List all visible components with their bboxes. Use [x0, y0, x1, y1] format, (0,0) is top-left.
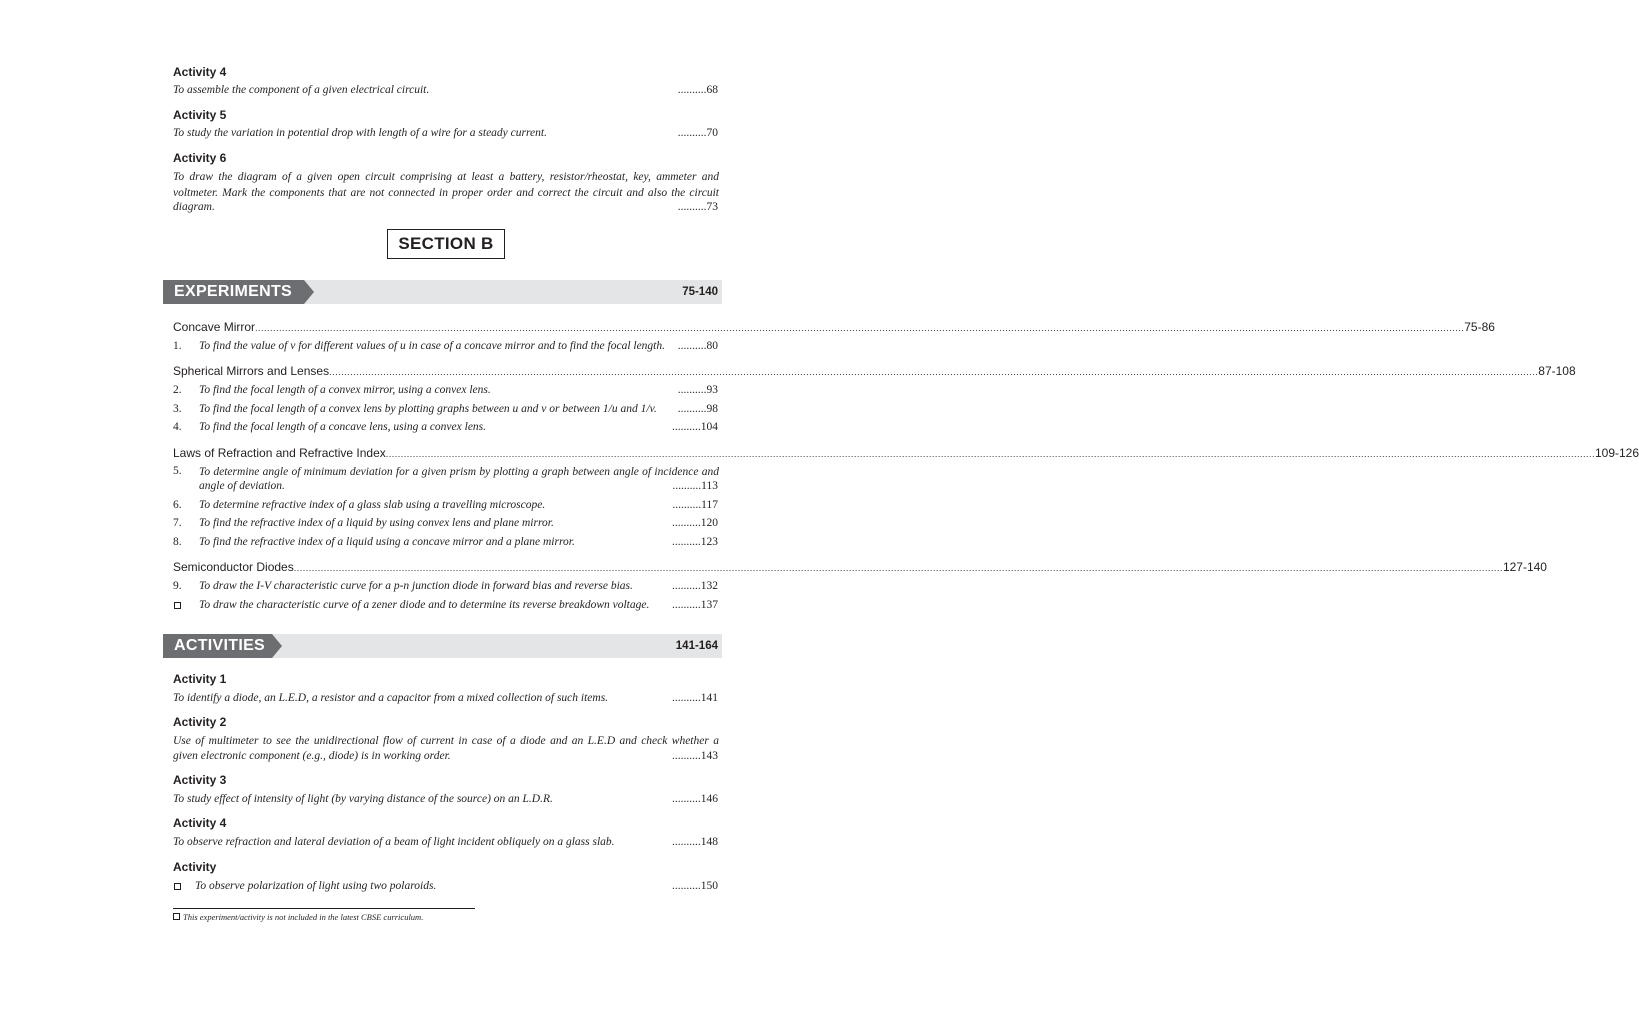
experiment-item-line: To determine angle of minimum deviation for a given prism by plotting a graph between angle of incidence and [199, 466, 719, 478]
excluded-marker-icon [174, 602, 181, 609]
page-number: ..........137 [672, 599, 718, 611]
banner-label: ACTIVITIES [163, 634, 272, 658]
activity-description: To study effect of intensity of light (by varying distance of the source) on an L.D.R. [173, 793, 553, 805]
banner-label: EXPERIMENTS [163, 280, 304, 304]
activity-title: Activity 4 [173, 816, 227, 830]
activity-description-line: voltmeter. Mark the components that are not connected in proper order and correct the circuit and also the circuit [173, 186, 719, 199]
page-number: ..........117 [672, 499, 718, 511]
footnote-rule [173, 908, 475, 909]
activity-description: To observe polarization of light using two polaroids. [195, 880, 437, 892]
activity-title: Activity 3 [173, 773, 227, 787]
experiment-item: To find the focal length of a convex lens by plotting graphs between u and v or between 1/u and 1/v. [199, 403, 657, 415]
group-heading: Spherical Mirrors and Lenses ................................................................................................................................................................................................................................................................................................................................................................................................................... 87-108 [173, 364, 1576, 378]
experiment-item: To find the refractive index of a liquid by using convex lens and plane mirror. [199, 517, 554, 529]
page-number: ..........98 [677, 403, 718, 415]
page-number: ..........123 [672, 536, 718, 548]
page-number: ..........150 [672, 880, 718, 892]
activity-description-line: diagram. [173, 201, 215, 213]
activity-description: To study the variation in potential drop with length of a wire for a steady current. [173, 127, 547, 139]
activity-title: Activity 1 [173, 672, 227, 686]
section-heading: SECTION B [387, 229, 505, 259]
page-number: ..........113 [672, 480, 718, 492]
experiment-item: To find the value of v for different values of u in case of a concave mirror and to find the focal length. [199, 340, 666, 352]
banner-arrow [304, 280, 314, 304]
page-number: ..........80 [677, 340, 718, 352]
item-number: 4. [173, 421, 182, 433]
experiments-banner [163, 280, 722, 304]
banner-page-range: 141-164 [675, 640, 718, 652]
experiment-item: To find the focal length of a convex mirror, using a convex lens. [199, 384, 491, 396]
group-heading: Laws of Refraction and Refractive Index ................................................................................................................................................................................................................................................................................................................................................................................................................... 109-126 [173, 446, 1639, 460]
activity-title: Activity 4 [173, 65, 227, 79]
item-number: 2. [173, 384, 182, 396]
activities-banner [163, 634, 722, 658]
activity-description: To observe refraction and lateral deviation of a beam of light incident obliquely on a glass slab. [173, 836, 615, 848]
group-heading: Semiconductor Diodes ................................................................................................................................................................................................................................................................................................................................................................................................................... 127-140 [173, 560, 1547, 574]
page-number: ..........141 [672, 692, 718, 704]
activity-description-line: To draw the diagram of a given open circuit comprising at least a battery, resistor/rheostat, key, ammeter and [173, 171, 719, 183]
page-number: ..........143 [672, 750, 718, 762]
activity-description-line: given electronic component (e.g., diode) is in working order. [173, 750, 451, 762]
experiment-item: To determine refractive index of a glass slab using a travelling microscope. [199, 499, 546, 511]
experiment-item: To find the refractive index of a liquid using a concave mirror and a plane mirror. [199, 536, 575, 548]
item-number: 1. [173, 340, 182, 352]
activity-title: Activity 5 [173, 108, 227, 122]
page-number: ..........93 [677, 384, 718, 396]
item-number: 9. [173, 580, 182, 592]
item-number: 5. [173, 465, 182, 477]
excluded-marker-icon [174, 883, 181, 890]
activity-title: Activity [173, 860, 217, 874]
page-number: ..........70 [677, 127, 718, 139]
experiment-item: To find the focal length of a concave lens, using a convex lens. [199, 421, 487, 433]
experiment-item: To draw the I-V characteristic curve for a p-n junction diode in forward bias and reverse bias. [199, 580, 633, 592]
item-number: 8. [173, 536, 182, 548]
item-number: 6. [173, 499, 182, 511]
activity-title: Activity 6 [173, 151, 227, 165]
experiment-item-line: angle of deviation. [199, 480, 285, 492]
item-number: 7. [173, 517, 182, 529]
page-number: ..........132 [672, 580, 718, 592]
activity-description: To assemble the component of a given electrical circuit. [173, 84, 430, 96]
activity-title: Activity 2 [173, 715, 227, 729]
page-number: ..........73 [677, 201, 718, 213]
item-number: 3. [173, 403, 182, 415]
excluded-marker-icon [173, 913, 180, 920]
page-number: ..........148 [672, 836, 718, 848]
page-number: ..........104 [672, 421, 718, 433]
activity-description: To identify a diode, an L.E.D, a resistor and a capacitor from a mixed collection of such items. [173, 692, 609, 704]
experiment-item: To draw the characteristic curve of a zener diode and to determine its reverse breakdown voltage. [199, 599, 650, 611]
activity-description-line: Use of multimeter to see the unidirectional flow of current in case of a diode and an L.E.D and check whether a [173, 735, 719, 747]
banner-page-range: 75-140 [682, 286, 718, 298]
page-number: ..........68 [677, 84, 718, 96]
group-heading: Concave Mirror ................................................................................................................................................................................................................................................................................................................................................................................................................... 75-86 [173, 320, 1495, 334]
page-number: ..........120 [672, 517, 718, 529]
banner-arrow [272, 634, 282, 658]
footnote: This experiment/activity is not included in the latest CBSE curriculum. [173, 912, 423, 922]
page-number: ..........146 [672, 793, 718, 805]
